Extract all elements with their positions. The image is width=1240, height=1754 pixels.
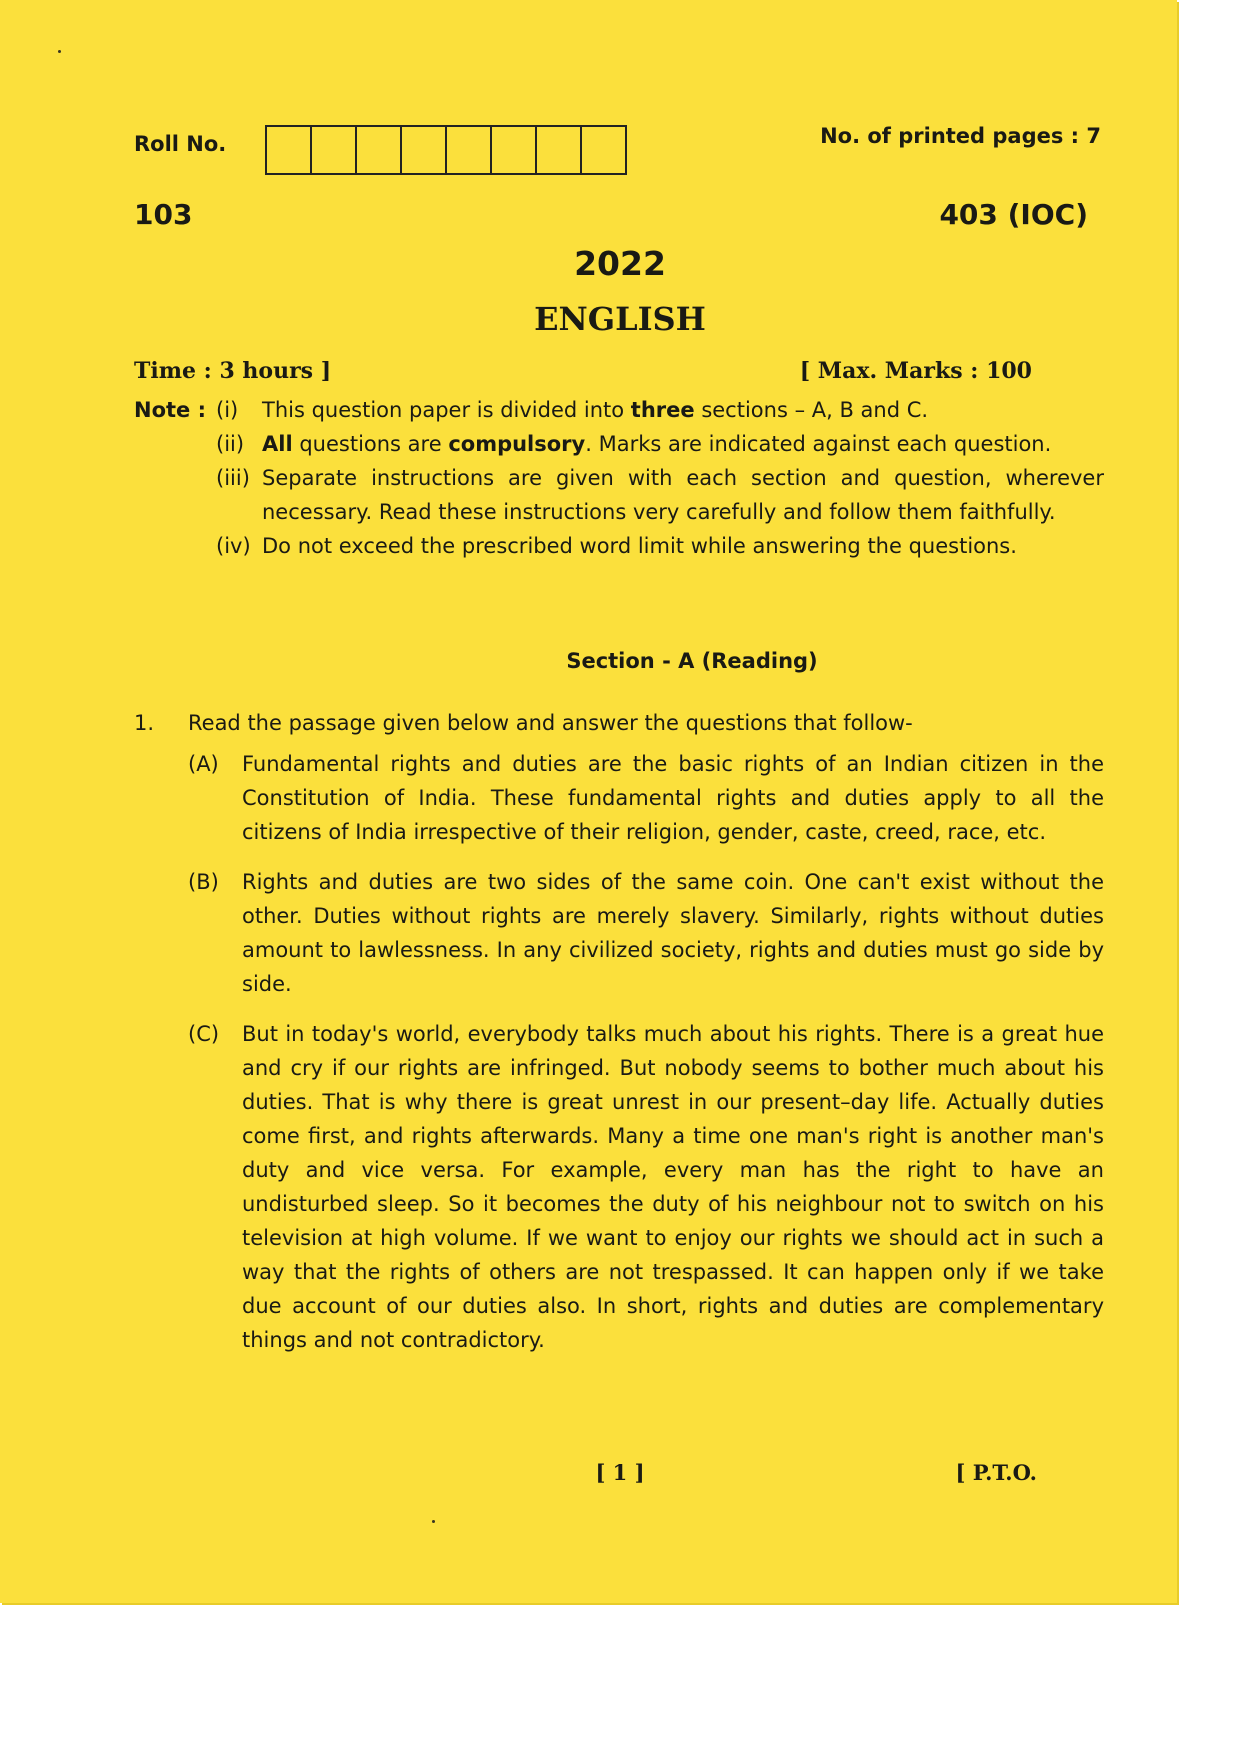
- note-text: All questions are compulsory. Marks are indicated against each question.: [262, 432, 1052, 456]
- roll-box: [492, 127, 537, 173]
- pto-label: [ P.T.O.: [955, 1460, 1037, 1485]
- paper-code-left: 103: [134, 198, 193, 231]
- passage-paragraph: [188, 747, 1104, 849]
- roll-box: [312, 127, 357, 173]
- instructions-note: [134, 393, 1104, 563]
- roll-box: [267, 127, 312, 173]
- paragraph-label: (A): [188, 752, 219, 776]
- max-marks-label: [ Max. Marks : 100: [799, 358, 1032, 384]
- note-item: [134, 529, 1104, 563]
- paragraph-text: Rights and duties are two sides of the same coin. One can't exist without the other. Duties without rights are merely slavery. Similarly, rights without duties amount to lawlessness. In any civilized society, rights and duties must go side by side.: [242, 870, 1104, 996]
- note-item: [134, 427, 1104, 461]
- roll-no-label: Roll No.: [134, 132, 227, 156]
- roll-box: [582, 127, 625, 173]
- exam-year: 2022: [574, 244, 666, 283]
- section-a-heading: Section - A (Reading): [566, 649, 818, 673]
- scan-speck: [432, 1520, 435, 1523]
- paper-code-right: 403 (IOC): [939, 198, 1088, 231]
- passage-paragraph: [188, 865, 1104, 1001]
- question-number: 1.: [134, 711, 155, 735]
- note-item: [134, 393, 1104, 427]
- passage-paragraph: [188, 1017, 1104, 1357]
- note-text: Separate instructions are given with each section and question, wherever necessary. Read these instructions very carefully and follow them faithfully.: [262, 466, 1104, 524]
- note-number: (i): [216, 398, 239, 422]
- printed-pages-label: No. of printed pages : 7: [820, 124, 1101, 148]
- note-number: (iv): [216, 534, 251, 558]
- roll-box: [402, 127, 447, 173]
- paragraph-text: But in today's world, everybody talks much about his rights. There is a great hue and cry if our rights are infringed. But nobody seems to bother much about his duties. That is why there is great unrest in our present–day life. Actually duties come first, and rights afterwards. Many a time one man's right is another man's duty and vice versa. For example, every man has the right to have an undisturbed sleep. So it becomes the duty of his neighbour not to switch on his television at high volume. If we want to enjoy our rights we should act in such a way that the rights of others are not trespassed. It can happen only if we take due account of our duties also. In short, rights and duties are complementary things and not contradictory.: [242, 1022, 1104, 1352]
- time-label: Time : 3 hours ]: [134, 358, 332, 384]
- paragraph-label: (B): [188, 870, 219, 894]
- question-text: Read the passage given below and answer the questions that follow-: [188, 711, 913, 735]
- paragraph-text: Fundamental rights and duties are the basic rights of an Indian citizen in the Constitution of India. These fundamental rights and duties apply to all the citizens of India irrespective of their religion, gender, caste, creed, race, etc.: [242, 752, 1104, 844]
- subject-title: ENGLISH: [534, 300, 706, 338]
- note-number: (iii): [216, 466, 250, 490]
- note-number: (ii): [216, 432, 245, 456]
- note-text: This question paper is divided into three sections – A, B and C.: [262, 398, 929, 422]
- reading-passage: [188, 747, 1104, 1373]
- roll-box: [447, 127, 492, 173]
- question-1: [134, 706, 1104, 740]
- roll-box: [537, 127, 582, 173]
- note-label: Note :: [134, 398, 206, 422]
- scan-speck: [58, 50, 61, 53]
- paragraph-label: (C): [188, 1022, 220, 1046]
- page-number: [ 1 ]: [595, 1460, 645, 1485]
- roll-no-boxes: [265, 125, 627, 175]
- roll-box: [357, 127, 402, 173]
- note-item: [134, 461, 1104, 529]
- note-text: Do not exceed the prescribed word limit while answering the questions.: [262, 534, 1017, 558]
